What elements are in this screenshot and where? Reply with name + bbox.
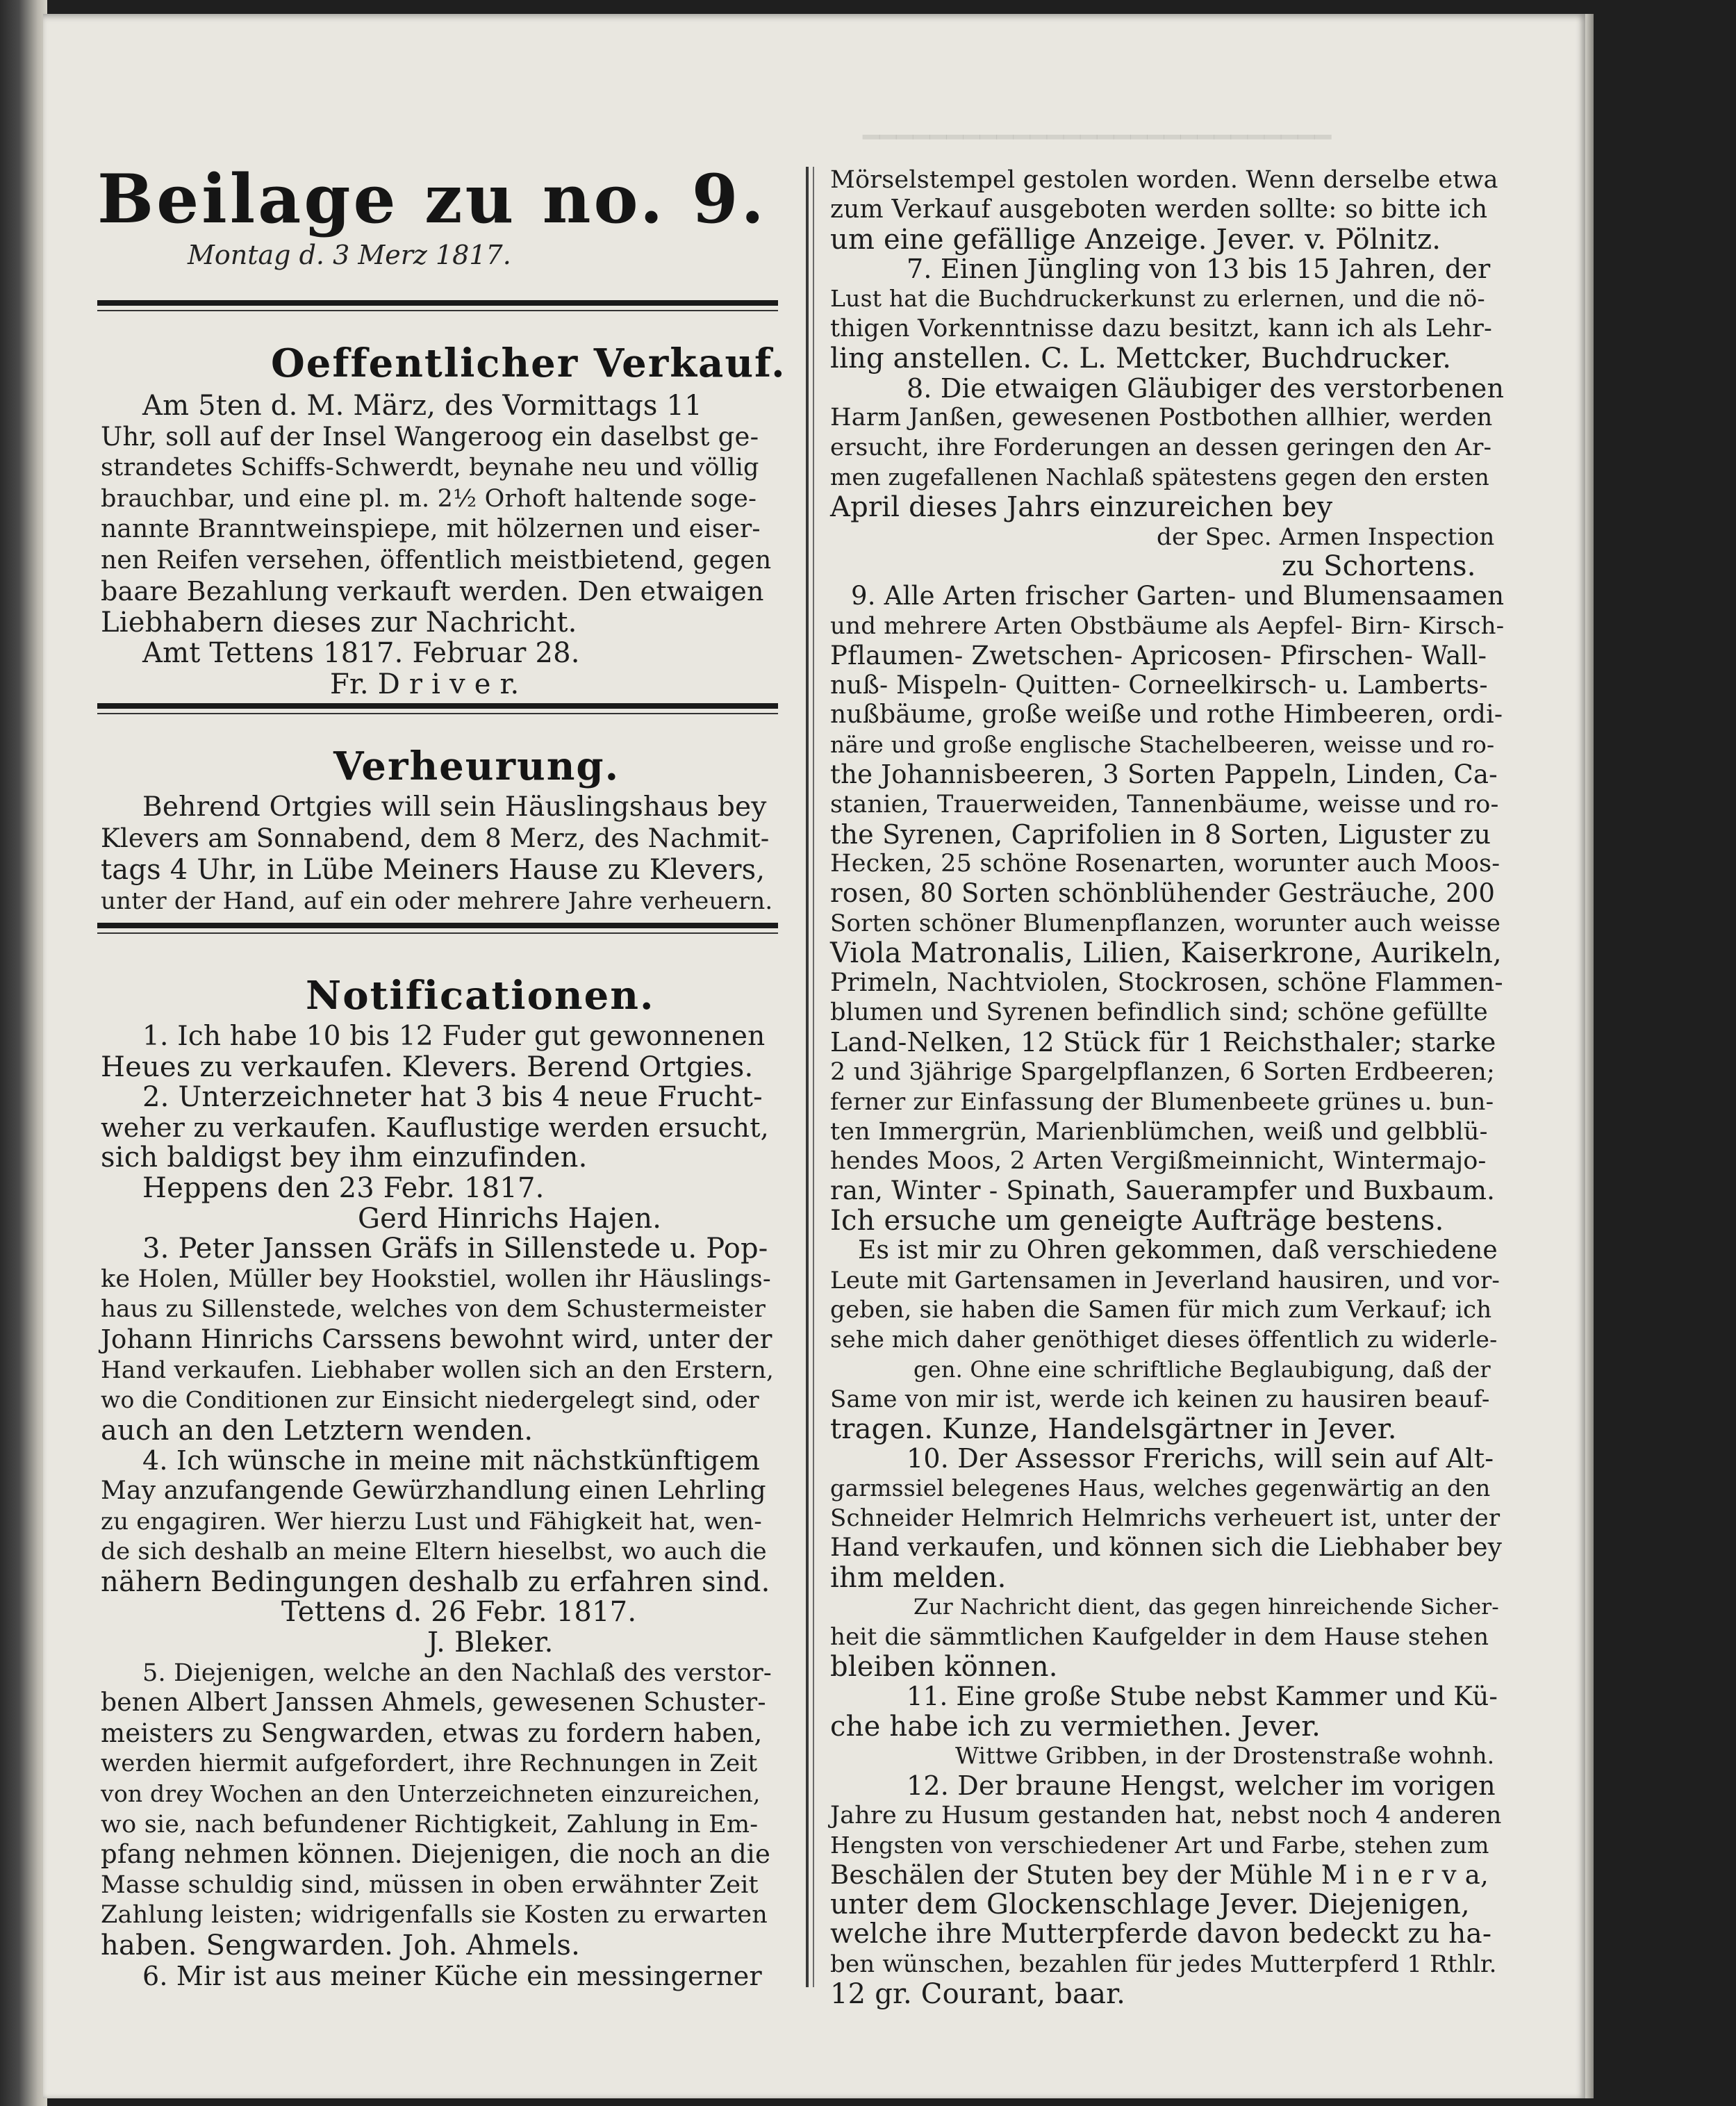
text-line: um eine gefällige Anzeige. Jever. v. Pölnitz. (830, 223, 1441, 256)
text-line: wo die Conditionen zur Einsicht niedergelegt sind, oder (101, 1386, 759, 1414)
text-line: Zur Nachricht dient, das gegen hinreichende Sicher- (914, 1595, 1499, 1620)
text-line: haben. Sengwarden. Joh. Ahmels. (101, 1930, 580, 1961)
text-line: Wittwe Gribben, in der Drostenstraße wohnh. (955, 1742, 1495, 1770)
text-line: näre und große englische Stachelbeeren, weisse und ro- (830, 731, 1495, 759)
text-line: ihm melden. (830, 1561, 1007, 1594)
text-line: rosen, 80 Sorten schönblühender Gesträuche, 200 (830, 878, 1496, 909)
text-line: men zugefallenen Nachlaß spätestens gegen den ersten (830, 463, 1490, 491)
text-line: brauchbar, und eine pl. m. 2½ Orhoft haltende soge- (101, 484, 757, 513)
masthead-rule (97, 300, 778, 306)
column-divider-inner (813, 167, 814, 1987)
text-line: 7. Einen Jüngling von 13 bis 15 Jahren, der (907, 254, 1491, 285)
text-line: unter der Hand, auf ein oder mehrere Jahre verheuern. (101, 887, 773, 915)
text-line: Same von mir ist, werde ich keinen zu hausiren beauf- (830, 1385, 1490, 1413)
masthead-rule-thin (97, 310, 778, 311)
text-line: Jahre zu Husum gestanden hat, nebst noch 4 anderen (830, 1802, 1502, 1829)
text-line: meisters zu Sengwarden, etwas zu fordern haben, (101, 1718, 763, 1748)
text-line: ling anstellen. C. L. Mettcker, Buchdrucker. (830, 342, 1452, 375)
masthead-title: Beilage zu no. 9. (97, 160, 767, 238)
text-line: 2 und 3jährige Spargelpflanzen, 6 Sorten Erdbeeren; (830, 1058, 1496, 1086)
section-title-notificationen: Notificationen. (306, 973, 655, 1019)
text-line: blumen und Syrenen befindlich sind; schöne gefüllte (830, 998, 1488, 1027)
section-rule-1 (97, 703, 778, 709)
scan-binding-edge (0, 0, 47, 2106)
text-line: ersucht, ihre Forderungen an dessen geringen den Ar- (830, 434, 1492, 462)
text-line: strandetes Schiffs-Schwerdt, beynahe neu und völlig (101, 454, 759, 482)
text-line: ferner zur Einfassung der Blumenbeete grünes u. bun- (830, 1087, 1494, 1116)
text-line: baare Bezahlung verkauft werden. Den etwaigen (101, 576, 764, 607)
text-line: tags 4 Uhr, in Lübe Meiners Hause zu Klevers, (101, 854, 766, 886)
text-line: ke Holen, Müller bey Hookstiel, wollen ihr Häuslings- (101, 1265, 771, 1293)
text-line: 10. Der Assessor Frerichs, will sein auf Alt- (907, 1443, 1494, 1474)
text-line: Es ist mir zu Ohren gekommen, daß verschiedene (858, 1235, 1498, 1265)
text-line: Viola Matronalis, Lilien, Kaiserkrone, Aurikeln, (830, 937, 1502, 969)
text-line: der Spec. Armen Inspection (1157, 523, 1495, 551)
text-line: zu engagiren. Wer hierzu Lust und Fähigkeit hat, wen- (101, 1507, 762, 1536)
text-line: thigen Vorkenntnisse dazu besitzt, kann ich als Lehr- (830, 315, 1493, 343)
text-line: Liebhabern dieses zur Nachricht. (101, 606, 577, 639)
text-line: Hand verkaufen. Liebhaber wollen sich an den Erstern, (101, 1356, 775, 1384)
text-line: May anzufangende Gewürzhandlung einen Lehrling (101, 1476, 766, 1505)
text-line: hendes Moos, 2 Arten Vergißmeinnicht, Wintermajo- (830, 1147, 1487, 1176)
text-line: sehe mich daher genöthiget dieses öffentlich zu widerle- (830, 1326, 1498, 1354)
text-line: weher zu verkaufen. Kauflustige werden ersucht, (101, 1112, 769, 1143)
section-rule-1-thin (97, 713, 778, 714)
bleed-through-texture: ━━━━━━━━━━━━━━━━━━━━━━━━━━━━ (863, 122, 1332, 154)
text-line: Zahlung leisten; widrigenfalls sie Kosten zu erwarten (101, 1901, 768, 1930)
text-line: unter dem Glockenschlage Jever. Diejenigen, (830, 1889, 1470, 1921)
text-line: 12. Der braune Hengst, welcher im vorigen (907, 1770, 1496, 1802)
text-line: Harm Janßen, gewesenen Postbothen allhier, werden (830, 404, 1493, 432)
text-line: 11. Eine große Stube nebst Kammer und Kü- (907, 1681, 1498, 1711)
text-line: tragen. Kunze, Handelsgärtner in Jever. (830, 1413, 1397, 1445)
text-line: nuß- Mispeln- Quitten- Corneelkirsch- u. Lamberts- (830, 671, 1488, 700)
text-line: pfang nehmen können. Diejenigen, die noch an die (101, 1839, 771, 1870)
text-line: benen Albert Janssen Ahmels, gewesenen Schuster- (101, 1688, 766, 1718)
text-line: Heppens den 23 Febr. 1817. (142, 1172, 545, 1204)
text-line: bleiben können. (830, 1651, 1058, 1683)
text-line: 9. Alle Arten frischer Garten- und Blumensaamen (851, 581, 1505, 611)
text-line: stanien, Trauerweiden, Tannenbäume, weisse und ro- (830, 790, 1499, 818)
text-line: Behrend Ortgies will sein Häuslingshaus bey (142, 791, 767, 823)
section-rule-2 (97, 923, 778, 928)
text-line: the Johannisbeeren, 3 Sorten Pappeln, Linden, Ca- (830, 759, 1498, 789)
text-line: 3. Peter Janssen Gräfs in Sillenstede u. Pop- (142, 1233, 768, 1265)
text-line: Beschälen der Stuten bey der Mühle M i n e r v a, (830, 1859, 1489, 1890)
text-line: Mörselstempel gestolen worden. Wenn derselbe etwa (830, 166, 1498, 194)
section-title-oeffentlicher-verkauf: Oeffentlicher Verkauf. (271, 340, 786, 386)
text-line: Fr. D r i v e r. (330, 668, 520, 700)
text-line: ten Immergrün, Marienblümchen, weiß und gelbblü- (830, 1117, 1488, 1146)
text-line: Primeln, Nachtviolen, Stockrosen, schöne Flammen- (830, 968, 1503, 997)
text-line: und mehrere Arten Obstbäume als Aepfel- Birn- Kirsch- (830, 612, 1505, 640)
text-line: Hengsten von verschiedener Art und Farbe, stehen zum (830, 1831, 1489, 1859)
text-line: sich baldigst bey ihm einzufinden. (101, 1142, 588, 1174)
text-line: Tettens d. 26 Febr. 1817. (281, 1596, 637, 1629)
text-line: 5. Diejenigen, welche an den Nachlaß des verstor- (142, 1659, 772, 1687)
section-rule-2-thin (97, 932, 778, 934)
text-line: J. Bleker. (427, 1627, 554, 1659)
masthead-date: Montag d. 3 Merz 1817. (188, 240, 511, 270)
text-line: wo sie, nach befundener Richtigkeit, Zahlung in Em- (101, 1810, 759, 1838)
text-line: garmssiel belegenes Haus, welches gegenwärtig an den (830, 1474, 1491, 1502)
text-line: 12 gr. Courant, baar. (830, 1977, 1126, 2010)
column-divider (806, 167, 809, 1987)
text-line: 6. Mir ist aus meiner Küche ein messingerner (142, 1960, 762, 1991)
text-line: 8. Die etwaigen Gläubiger des verstorbenen (907, 372, 1505, 404)
text-line: Masse schuldig sind, müssen in oben erwähnter Zeit (101, 1870, 759, 1899)
text-line: the Syrenen, Caprifolien in 8 Sorten, Liguster zu (830, 818, 1491, 850)
text-line: Leute mit Gartensamen in Jeverland hausiren, und vor- (830, 1266, 1501, 1294)
text-line: Am 5ten d. M. März, des Vormittags 11 (142, 390, 702, 422)
text-line: Uhr, soll auf der Insel Wangeroog ein daselbst ge- (101, 421, 759, 452)
text-line: werden hiermit aufgefordert, ihre Rechnungen in Zeit (101, 1750, 758, 1778)
text-line: auch an den Letztern wenden. (101, 1414, 534, 1447)
text-line: geben, sie haben die Samen für mich zum Verkauf; ich (830, 1296, 1492, 1324)
text-line: Amt Tettens 1817. Februar 28. (142, 637, 580, 669)
text-line: Hand verkaufen, und können sich die Liebhaber bey (830, 1533, 1503, 1562)
text-line: nen Reifen versehen, öffentlich meistbietend, gegen (101, 545, 772, 575)
text-line: Pflaumen- Zwetschen- Apricosen- Pfirschen- Wall- (830, 640, 1487, 671)
text-line: nußbäume, große weiße und rothe Himbeeren, ordi- (830, 700, 1503, 730)
text-line: 1. Ich habe 10 bis 12 Fuder gut gewonnenen (142, 1021, 766, 1052)
text-line: zu Schortens. (1282, 550, 1476, 583)
text-line: Sorten schöner Blumenpflanzen, worunter auch weisse (830, 910, 1501, 937)
text-line: April dieses Jahrs einzureichen bey (830, 491, 1333, 523)
text-line: Hecken, 25 schöne Rosenarten, worunter auch Moos- (830, 850, 1501, 878)
text-line: zum Verkauf ausgeboten werden sollte: so bitte ich (830, 195, 1488, 224)
text-line: 2. Unterzeichneter hat 3 bis 4 neue Frucht- (142, 1081, 763, 1114)
text-line: welche ihre Mutterpferde davon bedeckt zu ha- (830, 1918, 1492, 1950)
text-line: Schneider Helmrich Helmrichs verheuert ist, unter der (830, 1504, 1501, 1532)
text-line: nannte Branntweinspiepe, mit hölzernen und eiser- (101, 515, 761, 543)
text-line: ben wünschen, bezahlen für jedes Mutterpferd 1 Rthlr. (830, 1950, 1497, 1978)
text-line: heit die sämmtlichen Kaufgelder in dem Hause stehen (830, 1623, 1489, 1652)
text-line: Ich ersuche um geneigte Aufträge bestens. (830, 1205, 1444, 1237)
text-line: nähern Bedingungen deshalb zu erfahren sind. (101, 1565, 770, 1598)
text-line: Gerd Hinrichs Hajen. (358, 1202, 662, 1235)
text-line: Land-Nelken, 12 Stück für 1 Reichsthaler; starke (830, 1027, 1496, 1058)
text-line: Klevers am Sonnabend, dem 8 Merz, des Nachmit- (101, 823, 770, 853)
text-line: de sich deshalb an meine Eltern hieselbst, wo auch die (101, 1538, 767, 1566)
text-line: von drey Wochen an den Unterzeichneten einzureichen, (101, 1780, 761, 1807)
text-line: haus zu Sillenstede, welches von dem Schustermeister (101, 1295, 766, 1324)
page-edge (1585, 14, 1594, 2098)
text-line: Lust hat die Buchdruckerkunst zu erlernen, und die nö- (830, 285, 1485, 313)
text-line: gen. Ohne eine schriftliche Beglaubigung, daß der (914, 1356, 1491, 1383)
text-line: 4. Ich wünsche in meine mit nächstkünftigem (142, 1445, 761, 1476)
text-line: Johann Hinrichs Carssens bewohnt wird, unter der (101, 1324, 772, 1354)
text-line: Heues zu verkaufen. Klevers. Berend Ortgies. (101, 1051, 754, 1083)
text-line: ran, Winter - Spinath, Sauerampfer und Buxbaum. (830, 1176, 1496, 1206)
section-title-verheurung: Verheurung. (333, 743, 620, 789)
text-line: che habe ich zu vermiethen. Jever. (830, 1710, 1321, 1743)
